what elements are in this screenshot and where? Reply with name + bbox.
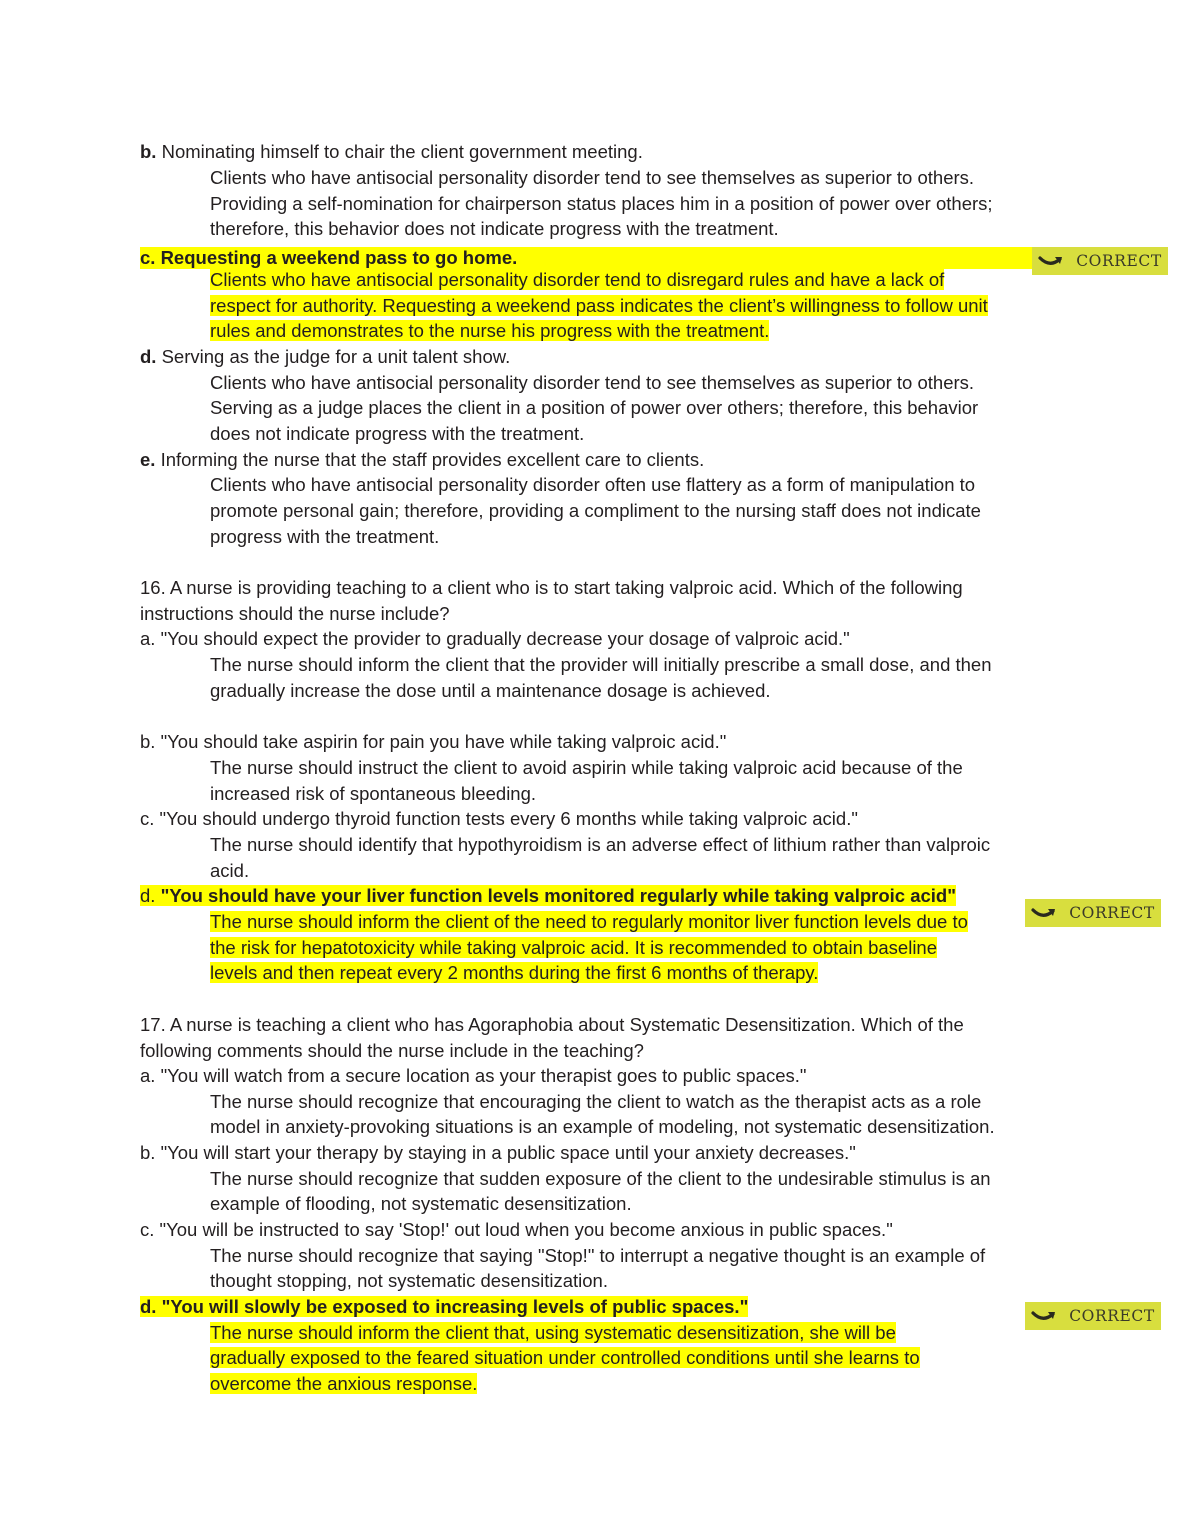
- correct-answer-line: c. Requesting a weekend pass to go home.: [140, 247, 1033, 269]
- rationale-line: The nurse should instruct the client to avoid aspirin while taking valproic acid because of the: [210, 757, 963, 778]
- rationale-line: respect for authority. Requesting a weekend pass indicates the client’s willingness to follow unit: [210, 295, 988, 316]
- option-a-line: a. "You will watch from a secure location as your therapist goes to public spaces.": [140, 1065, 807, 1086]
- rationale-line: The nurse should inform the client that, using systematic desensitization, she will be: [210, 1322, 896, 1343]
- option-b-line: b. Nominating himself to chair the client government meeting.: [140, 141, 643, 162]
- rationale-line: gradually exposed to the feared situation under controlled conditions until she learns to: [210, 1347, 920, 1368]
- correct-label: CORRECT: [1069, 1307, 1155, 1325]
- rationale-line: model in anxiety-provoking situations is an example of modeling, not systematic desensitization.: [210, 1116, 995, 1137]
- rationale-line: thought stopping, not systematic desensitization.: [210, 1270, 608, 1291]
- rationale-line: The nurse should recognize that saying "Stop!" to interrupt a negative thought is an example of: [210, 1245, 986, 1266]
- rationale-line: therefore, this behavior does not indicate progress with the treatment.: [210, 218, 779, 239]
- rationale-line: Clients who have antisocial personality disorder tend to see themselves as superior to others.: [210, 167, 975, 188]
- rationale-line: The nurse should identify that hypothyroidism is an adverse effect of lithium rather than valproic: [210, 834, 991, 855]
- rationale-line: Clients who have antisocial personality disorder tend to disregard rules and have a lack of: [210, 269, 945, 290]
- correct-answer-line: d. "You will slowly be exposed to increasing levels of public spaces.": [140, 1296, 749, 1317]
- rationale-line: The nurse should recognize that encouraging the client to watch as the therapist acts as a role: [210, 1091, 982, 1112]
- rationale-line: acid.: [210, 860, 250, 881]
- option-letter: b.: [140, 141, 157, 162]
- curved-arrow-icon: [1031, 906, 1057, 920]
- option-b-line: b. "You should take aspirin for pain you have while taking valproic acid.": [140, 731, 727, 752]
- rationale-line: The nurse should inform the client of the need to regularly monitor liver function levels due to: [210, 911, 968, 932]
- rationale-line: promote personal gain; therefore, providing a compliment to the nursing staff does not indicate: [210, 500, 981, 521]
- option-c-line: c. "You will be instructed to say 'Stop!' out loud when you become anxious in public spaces.": [140, 1219, 893, 1240]
- rationale-line: levels and then repeat every 2 months during the first 6 months of therapy.: [210, 962, 819, 983]
- rationale-line: increased risk of spontaneous bleeding.: [210, 783, 537, 804]
- correct-answer-line: d. "You should have your liver function levels monitored regularly while taking valproic acid": [140, 885, 956, 906]
- correct-label: CORRECT: [1076, 252, 1162, 270]
- rationale-line: Clients who have antisocial personality disorder often use flattery as a form of manipulation to: [210, 474, 976, 495]
- rationale-line: the risk for hepatotoxicity while taking valproic acid. It is recommended to obtain baseline: [210, 937, 938, 958]
- correct-badge: [1032, 247, 1168, 275]
- correct-label: CORRECT: [1069, 904, 1155, 922]
- curved-arrow-icon: [1038, 254, 1064, 268]
- rationale-line: example of flooding, not systematic desensitization.: [210, 1193, 632, 1214]
- rationale-line: rules and demonstrates to the nurse his progress with the treatment.: [210, 320, 770, 341]
- rationale-line: The nurse should inform the client that the provider will initially prescribe a small dose, and then: [210, 654, 992, 675]
- correct-badge: [1025, 1302, 1161, 1330]
- curved-arrow-icon: [1031, 1309, 1057, 1323]
- rationale-line: does not indicate progress with the treatment.: [210, 423, 585, 444]
- correct-badge: [1025, 899, 1161, 927]
- rationale-line: Providing a self-nomination for chairperson status places him in a position of power over others;: [210, 193, 993, 214]
- option-c-line: c. "You should undergo thyroid function tests every 6 months while taking valproic acid.": [140, 808, 858, 829]
- rationale-line: Serving as a judge places the client in a position of power over others; therefore, this behavior: [210, 397, 979, 418]
- option-d-line: d. Serving as the judge for a unit talent show.: [140, 346, 511, 367]
- question-17-stem: 17. A nurse is teaching a client who has Agoraphobia about Systematic Desensitization. Which of the: [140, 1014, 964, 1035]
- option-b-line: b. "You will start your therapy by staying in a public space until your anxiety decreases.": [140, 1142, 856, 1163]
- question-17-stem: following comments should the nurse include in the teaching?: [140, 1040, 644, 1061]
- option-a-line: a. "You should expect the provider to gradually decrease your dosage of valproic acid.": [140, 628, 850, 649]
- rationale-line: overcome the anxious response.: [210, 1373, 478, 1394]
- rationale-line: Clients who have antisocial personality disorder tend to see themselves as superior to others.: [210, 372, 975, 393]
- rationale-line: The nurse should recognize that sudden exposure of the client to the undesirable stimulus is an: [210, 1168, 991, 1189]
- question-16-stem: instructions should the nurse include?: [140, 603, 450, 624]
- rationale-line: gradually increase the dose until a maintenance dosage is achieved.: [210, 680, 771, 701]
- option-e-line: e. Informing the nurse that the staff provides excellent care to clients.: [140, 449, 705, 470]
- rationale-line: progress with the treatment.: [210, 526, 440, 547]
- question-16-stem: 16. A nurse is providing teaching to a client who is to start taking valproic acid. Which of the following: [140, 577, 963, 598]
